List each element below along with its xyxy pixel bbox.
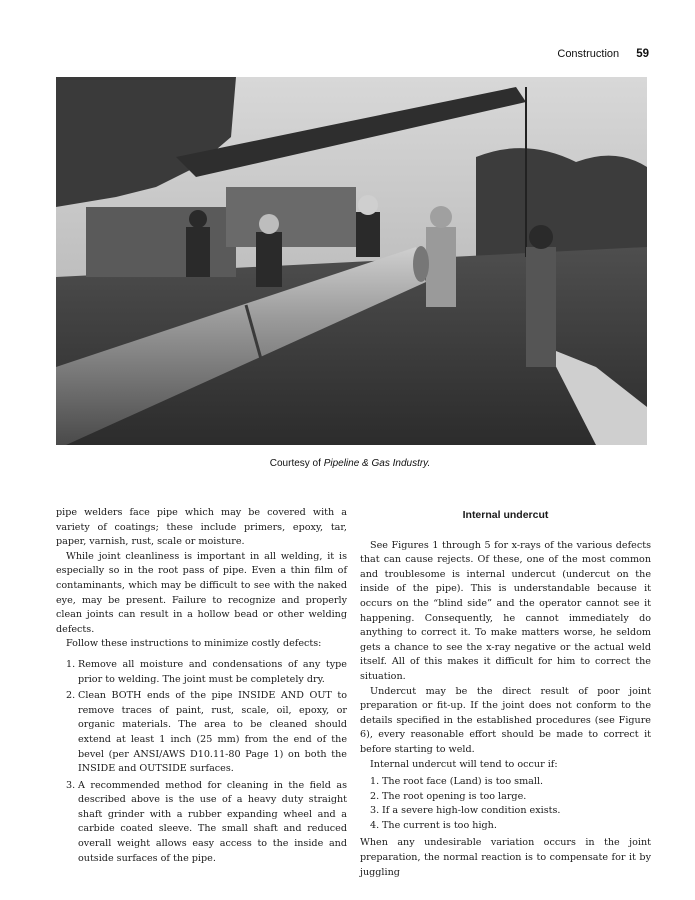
list-text: If a severe high-low condition exists. <box>382 805 561 817</box>
list-text: A recommended method for cleaning in the field as described above is the use of a heavy duty straight shaft grinder with a rubber expanding wheel and a carbide coated sleeve. The small shaft and reduced overall weight allows easy access to the inside and outside surfaces of the pipe. <box>78 779 347 864</box>
caption-prefix: Courtesy of <box>269 458 321 469</box>
list-item <box>56 689 347 777</box>
section-title: Construction <box>557 48 620 60</box>
paragraph: While joint cleanliness is important in all welding, it is especially so in the root pass of pipe. Even a thin film of contaminants, which may be difficult to see with the naked eye, may be present. Failure to recognize and properly clean joints can result in a hollow bead or other welding defects. <box>56 550 347 635</box>
paragraph: See Figures 1 through 5 for x-rays of the various defects that can cause rejects. Of these, one of the most common and troublesome is internal undercut (undercut on the inside of the pipe). This is understandable because it occurs on the “blind side” and the operator cannot see it happening. Consequently, he cannot immediately do anything to correct it. To make matters worse, he seldom gets a chance to see the x-ray negative or the actual weld itself. All of this makes it difficult for him to correct the situation. <box>360 539 651 682</box>
list-text: Clean BOTH ends of the pipe INSIDE AND OUT to remove traces of paint, rust, scale, oil, epoxy, or organic materials. The area to be cleaned should extend at least 1 inch (25 mm) from the end of the bevel (per ANSI/AWS D10.11-80 Page 1) on both the INSIDE and OUTSIDE surfaces. <box>78 690 347 775</box>
paragraph: Undercut may be the direct result of poor joint preparation or fit-up. If the joint does not conform to the details specified in the established procedures (see Figure 6), every reasonable effort should be made to correct it before starting to weld. <box>360 685 651 755</box>
list-number: 1. <box>370 776 380 788</box>
list-item <box>360 819 651 834</box>
list-number: 2. <box>66 690 76 702</box>
running-header <box>557 48 649 60</box>
list-number: 3. <box>66 779 76 791</box>
list-text: Remove all moisture and condensations of any type prior to welding. The joint must be completely dry. <box>78 658 347 685</box>
list-number: 3. <box>370 805 380 817</box>
paragraph: Follow these instructions to minimize costly defects: <box>66 638 322 650</box>
list-item <box>56 658 347 687</box>
list-number: 1. <box>66 658 76 670</box>
caption-source: Pipeline & Gas Industry. <box>323 458 431 469</box>
list-text: The current is too high. <box>382 819 497 831</box>
list-item <box>360 790 651 805</box>
pipeline-welding-photo <box>56 77 647 445</box>
cleaning-instructions-list <box>56 658 347 866</box>
list-item <box>56 779 347 867</box>
list-number: 4. <box>370 819 380 831</box>
paragraph: Internal undercut will tend to occur if: <box>370 758 558 770</box>
list-number: 2. <box>370 790 380 802</box>
list-item <box>360 804 651 819</box>
left-column <box>56 506 347 868</box>
page-number: 59 <box>636 48 649 60</box>
paragraph: pipe welders face pipe which may be covered with a variety of coatings; these include primers, epoxy, tar, paper, varnish, rust, scale or moisture. <box>56 507 347 548</box>
figure-caption <box>0 458 695 469</box>
list-text: The root opening is too large. <box>382 790 527 802</box>
list-text: The root face (Land) is too small. <box>382 776 544 788</box>
paragraph: When any undesirable variation occurs in the joint preparation, the normal reaction is to compensate for it by juggling <box>360 837 651 878</box>
right-column <box>360 506 651 880</box>
undercut-causes-list <box>360 775 651 833</box>
list-item <box>360 775 651 790</box>
section-heading: Internal undercut <box>462 509 549 521</box>
